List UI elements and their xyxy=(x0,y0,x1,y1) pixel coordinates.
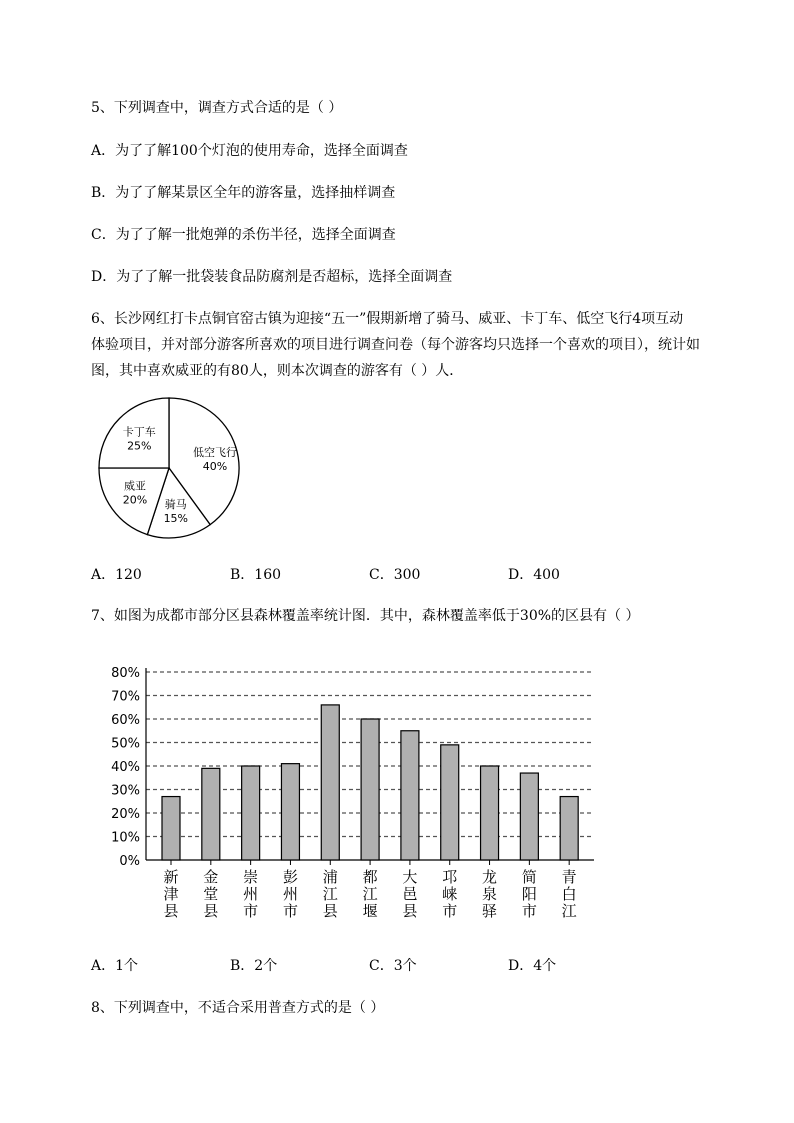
pie-label-2: 威亚 xyxy=(124,479,147,493)
q7-option-c: C．3个 xyxy=(369,958,417,974)
y-tick-label: 30% xyxy=(111,783,140,799)
y-tick-label: 10% xyxy=(111,830,140,846)
bar-0 xyxy=(162,797,180,860)
x-tick-label-6: 大邑县 xyxy=(402,868,418,920)
pie-chart xyxy=(89,396,249,556)
q6-option-b: B．160 xyxy=(230,567,282,583)
q6-stem-line-1: 6、长沙网红打卡点铜官窑古镇为迎接“五一”假期新增了骑马、威亚、卡丁车、低空飞行4项互动 xyxy=(91,311,684,327)
pie-value-label-2: 20% xyxy=(122,493,148,507)
q7-option-d: D．4个 xyxy=(508,958,557,974)
q6-stem-line-2: 体验项目，并对部分游客所喜欢的项目进行调查问卷（每个游客均只选择一个喜欢的项目），统计如 xyxy=(91,337,700,353)
pie-value-label-1: 15% xyxy=(163,511,189,525)
bar-2 xyxy=(242,766,260,860)
bar-8 xyxy=(481,766,499,860)
q5-option-a: A．为了了解100个灯泡的使用寿命，选择全面调查 xyxy=(91,143,408,159)
bar-4 xyxy=(321,705,339,860)
q7-option-b: B．2个 xyxy=(230,958,278,974)
q5-option-b: B．为了了解某景区全年的游客量，选择抽样调查 xyxy=(91,185,396,201)
pie-label-1: 骑马 xyxy=(164,497,187,511)
pie-label-0: 低空飞行 xyxy=(192,445,237,459)
q6-stem-line-3: 图，其中喜欢威亚的有80人，则本次调查的游客有（ ）人． xyxy=(91,363,464,379)
y-tick-label: 80% xyxy=(111,666,140,681)
pie-label-3: 卡丁车 xyxy=(122,425,156,439)
y-tick-label: 40% xyxy=(111,760,140,775)
pie-value-label-0: 40% xyxy=(202,459,228,473)
x-tick-label-8: 龙泉驿 xyxy=(482,868,498,920)
y-tick-label: 70% xyxy=(111,689,140,705)
y-tick-label: 50% xyxy=(111,736,140,752)
q7-stem: 7、如图为成都市部分区县森林覆盖率统计图．其中，森林覆盖率低于30%的区县有（ ） xyxy=(91,608,640,624)
y-tick-label: 0% xyxy=(119,854,140,869)
x-tick-label-4: 浦江县 xyxy=(322,868,338,920)
x-tick-label-9: 简阳市 xyxy=(521,868,537,920)
x-tick-label-7: 邛崃市 xyxy=(442,868,458,920)
q6-option-a: A．120 xyxy=(91,567,142,583)
q5-option-d: D．为了了解一批袋装食品防腐剂是否超标，选择全面调查 xyxy=(91,269,453,285)
x-tick-label-3: 彭州市 xyxy=(282,868,298,920)
y-tick-label: 60% xyxy=(111,713,140,728)
x-tick-label-1: 金堂县 xyxy=(203,868,219,920)
bar-1 xyxy=(202,768,220,860)
bar-chart xyxy=(94,650,614,950)
bar-9 xyxy=(520,773,538,860)
x-tick-label-5: 都江堰 xyxy=(362,868,378,920)
bar-10 xyxy=(560,797,578,860)
q6-option-d: D．400 xyxy=(508,567,560,583)
x-tick-label-10: 青白江 xyxy=(561,868,577,920)
bar-5 xyxy=(361,719,379,860)
q8-stem: 8、下列调查中，不适合采用普查方式的是（ ） xyxy=(91,1000,385,1016)
x-tick-label-0: 新津县 xyxy=(163,868,179,920)
q6-option-c: C．300 xyxy=(369,567,421,583)
x-tick-label-2: 崇州市 xyxy=(243,868,259,920)
bar-3 xyxy=(281,764,299,860)
pie-value-label-3: 25% xyxy=(127,439,152,453)
bar-7 xyxy=(441,745,459,860)
q7-option-a: A．1个 xyxy=(91,958,139,974)
q5-stem: 5、下列调查中，调查方式合适的是（ ） xyxy=(91,100,343,116)
bar-6 xyxy=(401,731,419,860)
y-tick-label: 20% xyxy=(111,807,140,822)
q5-option-c: C．为了了解一批炮弹的杀伤半径，选择全面调查 xyxy=(91,227,396,243)
